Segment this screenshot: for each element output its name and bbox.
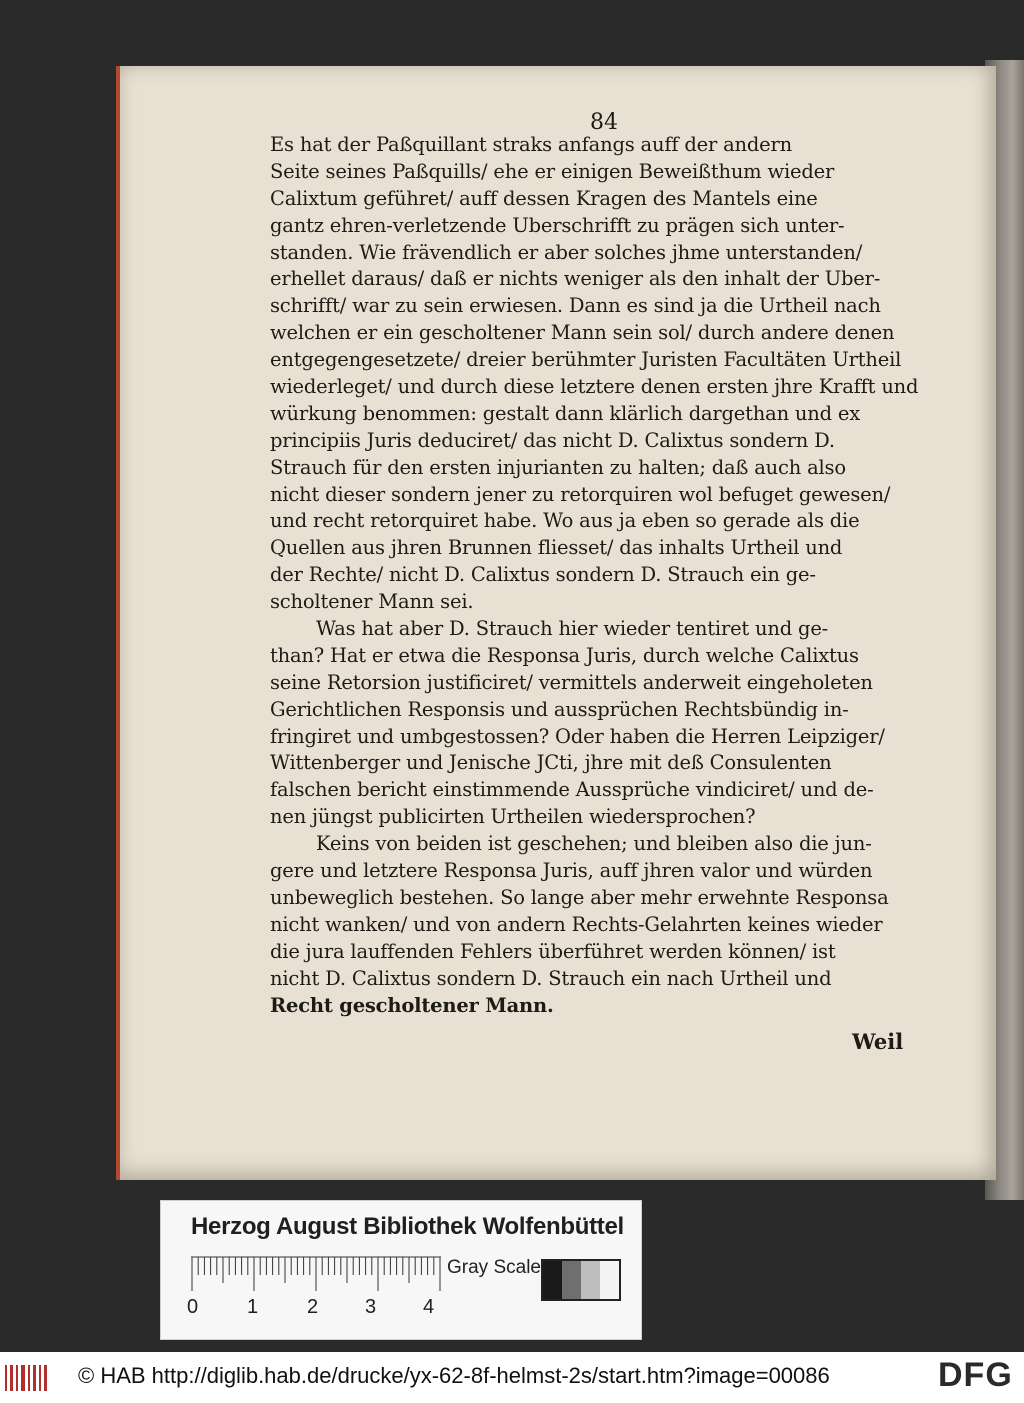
text-line: Es hat der Paßquillant straks anfangs auff der andern <box>270 133 793 156</box>
ruler-label: 2 <box>307 1296 319 1318</box>
text-line: und recht retorquiret habe. Wo aus ja eben so gerade als die <box>270 509 860 533</box>
text-line: seine Retorsion justificiret/ vermittels anderweit eingeholeten <box>270 670 873 694</box>
text-line: schrifft/ war zu sein erwiesen. Dann es sind ja die Urtheil nach <box>270 294 881 318</box>
page-text <box>270 132 990 1019</box>
dfg-logo: DFG <box>938 1356 1013 1394</box>
text-line: Was hat aber D. Strauch hier wieder tentiret und ge- <box>316 617 829 641</box>
text-line: Calixtum geführet/ auff dessen Kragen des Mantels eine <box>270 186 818 210</box>
ruler-label: 1 <box>247 1296 259 1318</box>
text-line: falschen bericht einstimmende Aussprüche vindiciret/ und de- <box>270 778 874 802</box>
text-line: unbeweglich bestehen. So lange aber mehr erwehnte Responsa <box>270 885 889 909</box>
gray-scale-label: Gray Scale <box>447 1257 541 1278</box>
color-scale-card <box>160 1200 642 1340</box>
text-line: nicht dieser sondern jener zu retorquiren wol befuget gewesen/ <box>270 482 891 506</box>
text-line: gere und letztere Responsa Juris, auff jhren valor und würden <box>270 859 873 883</box>
gray-scale-swatches <box>541 1259 621 1301</box>
ruler-label: 0 <box>187 1296 199 1318</box>
text-line: würkung benommen: gestalt dann klärlich dargethan und ex <box>270 401 861 425</box>
gray-swatch <box>562 1261 581 1299</box>
text-line: Keins von beiden ist geschehen; und bleiben also die jun- <box>316 832 872 856</box>
text-line: entgegengesetzete/ dreier berühmter Juristen Facultäten Urtheil <box>270 348 902 372</box>
text-line: gantz ehren-verletzende Uberschrifft zu prägen sich unter- <box>270 213 845 237</box>
text-line: nen jüngst publicirten Urtheilen wiedersprochen? <box>270 805 756 829</box>
text-line: than? Hat er etwa die Responsa Juris, durch welche Calixtus <box>270 643 859 667</box>
text-line: Recht gescholtener Mann. <box>270 993 554 1017</box>
text-line: Wittenberger und Jenische JCti, jhre mit deß Consulenten <box>270 751 832 775</box>
text-line: fringiret und umbgestossen? Oder haben die Herren Leipziger/ <box>270 724 885 748</box>
text-line: principiis Juris deduciret/ das nicht D. Calixtus sondern D. <box>270 428 835 452</box>
text-line: nicht wanken/ und von andern Rechts-Gelahrten keines wieder <box>270 912 883 936</box>
text-line: Quellen aus jhren Brunnen fliesset/ das inhalts Urtheil und <box>270 536 843 560</box>
ruler <box>191 1255 446 1293</box>
viewer-footer <box>0 1352 1024 1403</box>
source-url: © HAB http://diglib.hab.de/drucke/yx-62-8f-helmst-2s/start.htm?image=00086 <box>78 1363 830 1388</box>
gray-swatch <box>581 1261 600 1299</box>
ruler-label: 3 <box>365 1296 377 1318</box>
gray-swatch <box>543 1261 562 1299</box>
text-line: der Rechte/ nicht D. Calixtus sondern D. Strauch ein ge- <box>270 563 816 587</box>
text-line: erhellet daraus/ daß er nichts weniger als den inhalt der Uber- <box>270 267 881 291</box>
text-line: nicht D. Calixtus sondern D. Strauch ein nach Urtheil und <box>270 966 832 990</box>
text-line: die jura lauffenden Fehlers überführet werden können/ ist <box>270 939 836 963</box>
text-line: welchen er ein gescholtener Mann sein sol/ durch andere denen <box>270 321 895 345</box>
ruler-labels <box>185 1296 445 1322</box>
library-title: Herzog August Bibliothek Wolfenbüttel <box>191 1213 624 1240</box>
text-line: scholtener Mann sei. <box>270 590 474 614</box>
barcode-logo-icon <box>4 1363 48 1393</box>
page-number: 84 <box>590 110 618 135</box>
text-line: Seite seines Paßquills/ ehe er einigen Beweißthum wieder <box>270 159 835 183</box>
book-page <box>116 66 996 1180</box>
text-line: standen. Wie frävendlich er aber solches jhme unterstanden/ <box>270 240 863 264</box>
text-line: Strauch für den ersten injurianten zu halten; daß auch also <box>270 455 846 479</box>
text-line: wiederleget/ und durch diese letztere denen ersten jhre Krafft und <box>270 375 919 399</box>
ruler-label: 4 <box>423 1296 435 1318</box>
text-line: Gerichtlichen Responsis und aussprüchen Rechtsbündig in- <box>270 697 849 721</box>
gray-swatch <box>600 1261 619 1299</box>
catchword: Weil <box>852 1029 904 1054</box>
